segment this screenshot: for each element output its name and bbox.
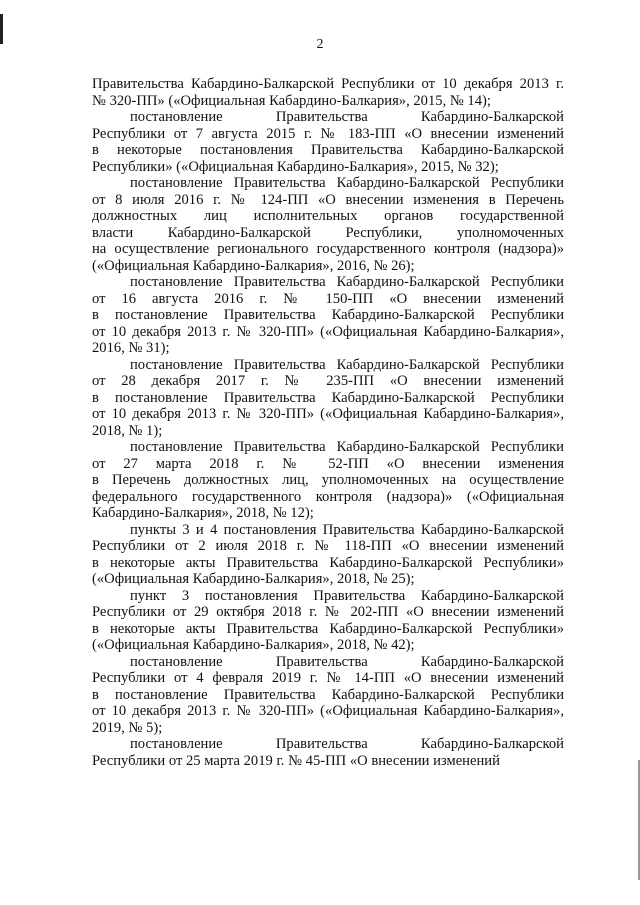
text-line: власти Кабардино-Балкарской Республики, уполномоченных [92, 224, 564, 241]
paragraph [92, 175, 564, 274]
paragraph [92, 274, 564, 357]
text-line: в некоторые постановления Правительства Кабардино-Балкарской [92, 142, 564, 158]
text-line: («Официальная Кабардино-Балкария», 2018, № 42); [92, 637, 415, 653]
text-line: Правительства Кабардино-Балкарской Республики от 10 декабря 2013 г. [92, 76, 564, 92]
text-line: постановление Правительства Кабардино-Балкарской Республики [130, 356, 564, 373]
paragraph [92, 109, 564, 175]
text-line: постановление Правительства Кабардино-Балкарской Республики [130, 175, 564, 191]
text-line: Республики от 2 июля 2018 г. № 118-ПП «О внесении изменений [92, 538, 564, 554]
text-line: в постановление Правительства Кабардино-Балкарской Республики [92, 389, 564, 406]
text-line: постановление Правительства Кабардино-Балкарской [130, 653, 564, 670]
text-line: постановление Правительства Кабардино-Балкарской Республики [130, 274, 564, 290]
text-line: от 8 июля 2016 г. № 124-ПП «О внесении изменения в Перечень [92, 191, 564, 208]
paragraph [92, 439, 564, 522]
text-line: от 10 декабря 2013 г. № 320-ПП» («Официальная Кабардино-Балкария», [92, 323, 564, 340]
text-line: на осуществление регионального государственного контроля (надзора)» [92, 241, 564, 257]
text-line: федерального государственного контроля (надзора)» («Официальная [92, 488, 564, 505]
text-line: Республики от 4 февраля 2019 г. № 14-ПП «О внесении изменений [92, 670, 564, 686]
text-line: в некоторые акты Правительства Кабардино-Балкарской Республики» [92, 620, 564, 637]
text-line: постановление Правительства Кабардино-Балкарской [130, 736, 564, 752]
text-line: 2018, № 1); [92, 422, 163, 439]
text-line: от 16 августа 2016 г. № 150-ПП «О внесении изменений [92, 290, 564, 307]
text-line: в постановление Правительства Кабардино-Балкарской Республики [92, 686, 564, 703]
text-line: Республики от 29 октября 2018 г. № 202-ПП «О внесении изменений [92, 604, 564, 620]
paragraph [92, 357, 564, 440]
text-line: постановление Правительства Кабардино-Балкарской [130, 109, 564, 125]
paragraph [92, 588, 564, 654]
paragraph [92, 654, 564, 737]
text-line: 2016, № 31); [92, 340, 170, 356]
text-line: пункт 3 постановления Правительства Кабардино-Балкарской [130, 587, 564, 604]
text-line: пункты 3 и 4 постановления Правительства Кабардино-Балкарской [130, 521, 564, 538]
text-line: от 10 декабря 2013 г. № 320-ПП» («Официальная Кабардино-Балкария», [92, 703, 564, 719]
text-line: Республики от 25 марта 2019 г. № 45-ПП «О внесении изменений [92, 752, 500, 769]
text-line: от 10 декабря 2013 г. № 320-ПП» («Официальная Кабардино-Балкария», [92, 406, 564, 422]
text-line: от 28 декабря 2017 г. № 235-ПП «О внесении изменений [92, 373, 564, 389]
text-line: Кабардино-Балкария», 2018, № 12); [92, 505, 314, 521]
text-line: от 27 марта 2018 г. № 52-ПП «О внесении изменения [92, 455, 564, 472]
text-line: в Перечень должностных лиц, уполномоченных на осуществление [92, 472, 564, 488]
text-line: («Официальная Кабардино-Балкария», 2018, № 25); [92, 571, 415, 587]
document-body [92, 76, 564, 769]
text-line: («Официальная Кабардино-Балкария», 2016, № 26); [92, 257, 415, 274]
page-number: 2 [316, 37, 324, 52]
text-line: в некоторые акты Правительства Кабардино-Балкарской Республики» [92, 554, 564, 571]
paragraph [92, 522, 564, 588]
text-line: постановление Правительства Кабардино-Балкарской Республики [130, 439, 564, 455]
text-line: в постановление Правительства Кабардино-Балкарской Республики [92, 307, 564, 323]
text-line: должностных лиц исполнительных органов государственной [92, 208, 564, 224]
text-line: Республики» («Официальная Кабардино-Балкария», 2015, № 32); [92, 158, 499, 175]
text-line: 2019, № 5); [92, 719, 163, 736]
paragraph [92, 76, 564, 109]
text-line: № 320-ПП» («Официальная Кабардино-Балкария», 2015, № 14); [92, 92, 491, 109]
text-line: Республики от 7 августа 2015 г. № 183-ПП «О внесении изменений [92, 125, 564, 142]
paragraph [92, 736, 564, 769]
